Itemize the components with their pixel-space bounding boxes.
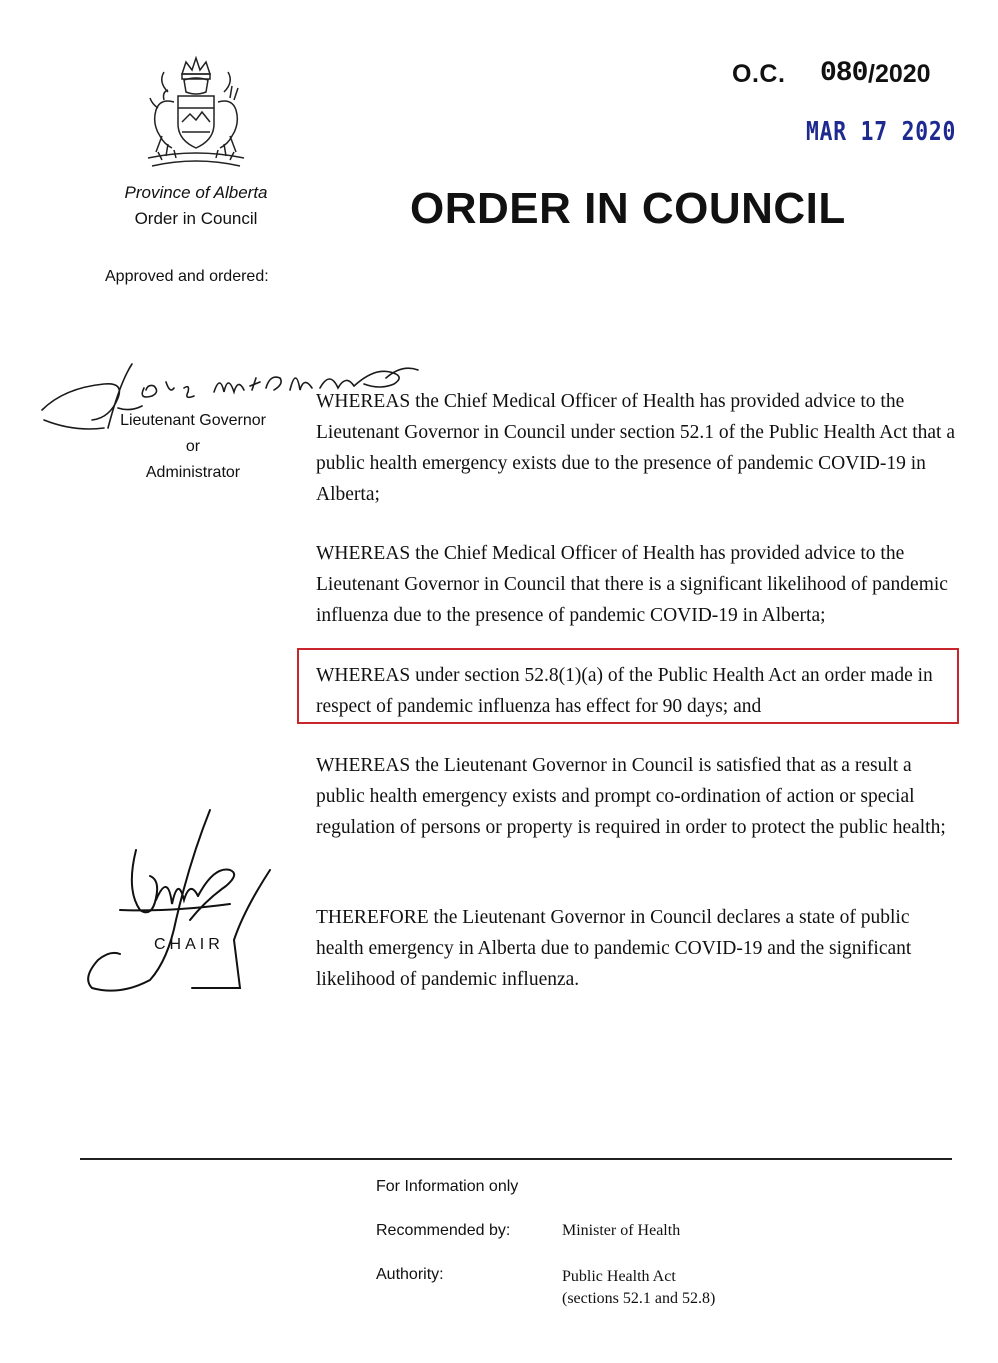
document-type: Order in Council [134,209,258,228]
approved-text: Approved and ordered: [105,268,269,285]
page-title: ORDER IN COUNCIL [410,184,846,233]
province-name: Province of Alberta [124,183,268,202]
oc-year: /2020 [868,60,931,88]
authority-value [562,1266,715,1310]
chair-signature [80,800,280,1000]
whereas-paragraph-2: WHEREAS the Chief Medical Officer of Health has provided advice to the Lieutenant Governor in Council that there is a significant likelihood of pandemic influenza due to the presence of pandemic COVID-19 in Alberta; [316,543,948,626]
date-stamp: MAR 17 2020 [806,117,957,147]
chair-label: CHAIR [154,936,224,953]
province-heading [96,180,296,232]
oc-number: 080 [820,58,868,89]
oc-label: O.C. [732,60,786,88]
role-line-2: or [185,438,201,455]
authority-act: Public Health Act [562,1268,676,1285]
therefore-paragraph: THEREFORE the Lieutenant Governor in Council declares a state of public health emergency in Alberta due to pandemic COVID-19 and the significant likelihood of pandemic influenza. [316,907,912,990]
info-only-label: For Information only [376,1178,519,1195]
footer-divider [80,1158,952,1160]
role-line-1: Lieutenant Governor [120,412,266,429]
whereas-paragraph-3: WHEREAS under section 52.8(1)(a) of the Public Health Act an order made in respect of pandemic influenza has effect for 90 days; and [316,665,933,717]
role-line-3: Administrator [145,464,241,481]
whereas-paragraph-4: WHEREAS the Lieutenant Governor in Council is satisfied that as a result a public health emergency exists and prompt co-ordination of action or special regulation of persons or property is required in order to protect the public health; [316,755,946,838]
recommended-value: Minister of Health [562,1222,681,1239]
alberta-coat-of-arms-icon [138,52,254,176]
recommended-label: Recommended by: [376,1222,511,1239]
signatory-role [110,408,276,486]
authority-sections: (sections 52.1 and 52.8) [562,1290,716,1307]
authority-label: Authority: [376,1266,444,1283]
whereas-paragraph-1: WHEREAS the Chief Medical Officer of Health has provided advice to the Lieutenant Governor in Council under section 52.1 of the Public Health Act that a public health emergency exists due to the presence of pandemic COVID-19 in Alberta; [316,391,956,505]
